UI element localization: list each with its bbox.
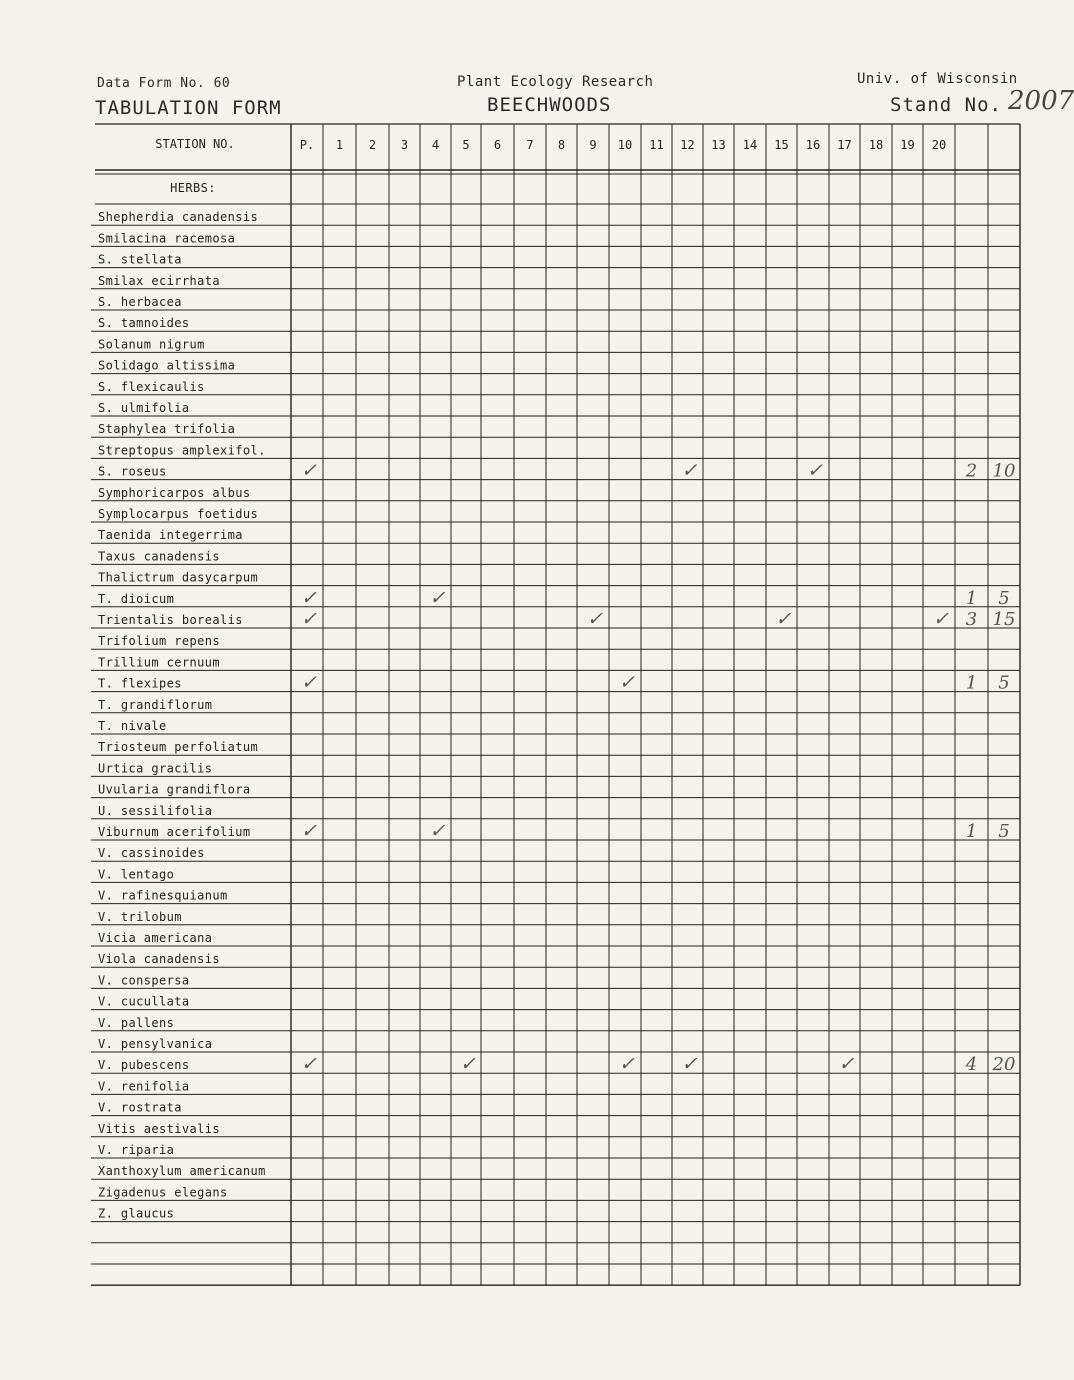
species-name: Staphylea trifolia (98, 422, 236, 437)
check-mark: ✓ (301, 459, 317, 482)
species-name: V. pensylvanica (98, 1037, 213, 1051)
species-name: Smilacina racemosa (98, 231, 236, 246)
research-heading: Plant Ecology Research (457, 74, 654, 90)
species-name: T. grandiflorum (98, 697, 213, 712)
column-header: 19 (900, 138, 915, 152)
species-name: Trientalis borealis (98, 613, 243, 627)
site-name: BEECHWOODS (487, 94, 612, 116)
species-name: Xanthoxylum americanum (98, 1164, 266, 1179)
frequency-total: 1 (965, 821, 978, 842)
check-mark: ✓ (619, 671, 635, 694)
species-name: Uvularia grandiflora (98, 782, 251, 797)
column-header: 15 (774, 138, 789, 152)
species-name: Triosteum perfoliatum (98, 740, 259, 755)
column-header: 2 (368, 138, 377, 152)
percent-total: 5 (998, 821, 1010, 842)
species-name: V. conspersa (98, 973, 190, 988)
species-name: Trifolium repens (98, 634, 220, 649)
column-header: 13 (711, 138, 726, 152)
species-name: Taxus canadensis (98, 549, 220, 564)
species-name: V. lentago (98, 867, 175, 882)
species-name: S. roseus (98, 464, 167, 479)
check-mark: ✓ (933, 608, 949, 630)
species-name: Symphoricarpos albus (98, 485, 251, 500)
column-header: 20 (931, 138, 947, 152)
species-name: T. dioicum (98, 591, 175, 606)
percent-total: 5 (998, 587, 1010, 609)
column-header: 17 (837, 138, 852, 152)
species-name: V. renifolia (98, 1079, 190, 1094)
percent-total: 15 (992, 609, 1016, 630)
frequency-total: 2 (965, 460, 978, 482)
frequency-total: 1 (965, 672, 978, 694)
check-mark: ✓ (807, 459, 823, 482)
column-header: 4 (431, 138, 440, 152)
species-name: V. trilobum (98, 909, 182, 924)
column-header: 1 (335, 138, 344, 152)
species-name: S. stellata (98, 252, 182, 267)
species-name: S. herbacea (98, 295, 182, 309)
check-mark: ✓ (301, 608, 317, 630)
species-name: S. flexicaulis (98, 379, 205, 394)
column-header: P. (299, 138, 315, 152)
column-header: 3 (400, 138, 409, 152)
species-name: Shepherdia canadensis (98, 210, 259, 225)
check-mark: ✓ (301, 1053, 317, 1076)
station-number-header: STATION NO. (155, 137, 235, 151)
column-header: 6 (493, 138, 502, 152)
species-name: Trillium cernuum (98, 655, 220, 670)
check-mark: ✓ (429, 586, 446, 609)
species-name: Zigadenus elegans (98, 1185, 228, 1200)
form-title: TABULATION FORM (95, 97, 282, 119)
species-name: V. cucullata (98, 994, 190, 1009)
column-header: 9 (589, 138, 597, 152)
percent-total: 10 (992, 460, 1016, 482)
species-name: Z. glaucus (98, 1206, 175, 1221)
species-name: Smilax ecirrhata (98, 273, 220, 288)
species-name: Viburnum acerifolium (98, 825, 251, 839)
species-name: V. rostrata (98, 1100, 182, 1115)
species-name: Symplocarpus foetidus (98, 507, 259, 521)
frequency-total: 1 (965, 587, 978, 609)
species-name: Taenida integerrima (98, 528, 243, 543)
column-header: 8 (557, 138, 566, 152)
form-number: Data Form No. 60 (97, 76, 231, 91)
column-header: 18 (868, 138, 884, 152)
check-mark: ✓ (301, 671, 317, 694)
column-header: 5 (462, 138, 470, 152)
check-mark: ✓ (619, 1053, 635, 1076)
check-mark: ✓ (587, 608, 603, 630)
species-name: Viola canadensis (98, 952, 220, 967)
column-header: 14 (742, 138, 758, 152)
percent-total: 20 (992, 1054, 1016, 1076)
species-name: V. rafinesquianum (98, 888, 228, 903)
check-mark: ✓ (681, 1053, 698, 1076)
column-header: 11 (649, 138, 664, 152)
species-name: V. riparia (98, 1143, 175, 1157)
column-header: 12 (680, 138, 695, 152)
check-mark: ✓ (301, 820, 317, 842)
stand-number-value: 2007 (1008, 86, 1074, 116)
check-mark: ✓ (838, 1053, 855, 1076)
species-name: Streptopus amplexifol. (98, 443, 266, 458)
species-name: Solanum nigrum (98, 337, 205, 352)
species-name: V. cassinoides (98, 846, 205, 861)
column-header: 10 (617, 138, 633, 152)
species-name: Urtica gracilis (98, 761, 213, 776)
check-mark: ✓ (681, 459, 698, 482)
species-name: Solidago altissima (98, 358, 236, 373)
stand-number-label: Stand No. (890, 94, 1002, 116)
herbs-section-label: HERBS: (170, 181, 216, 195)
species-name: V. pallens (98, 1015, 175, 1030)
species-name: Thalictrum dasycarpum (98, 570, 259, 585)
column-header: 7 (526, 138, 534, 152)
species-name: T. flexipes (98, 676, 182, 691)
species-name: S. tamnoides (98, 316, 190, 331)
frequency-total: 4 (965, 1054, 978, 1076)
frequency-total: 3 (965, 609, 978, 630)
species-name: S. ulmifolia (98, 401, 190, 415)
percent-total: 5 (998, 672, 1010, 694)
species-name: U. sessilifolia (98, 803, 213, 818)
check-mark: ✓ (429, 820, 446, 842)
column-header: 16 (805, 138, 821, 152)
species-name: Vicia americana (98, 931, 213, 945)
species-name: Vitis aestivalis (98, 1121, 220, 1136)
check-mark: ✓ (301, 586, 317, 609)
university-name: Univ. of Wisconsin (857, 71, 1018, 87)
species-name: T. nivale (98, 719, 167, 733)
species-name: V. pubescens (98, 1058, 190, 1073)
check-mark: ✓ (775, 608, 792, 630)
check-mark: ✓ (460, 1053, 476, 1076)
